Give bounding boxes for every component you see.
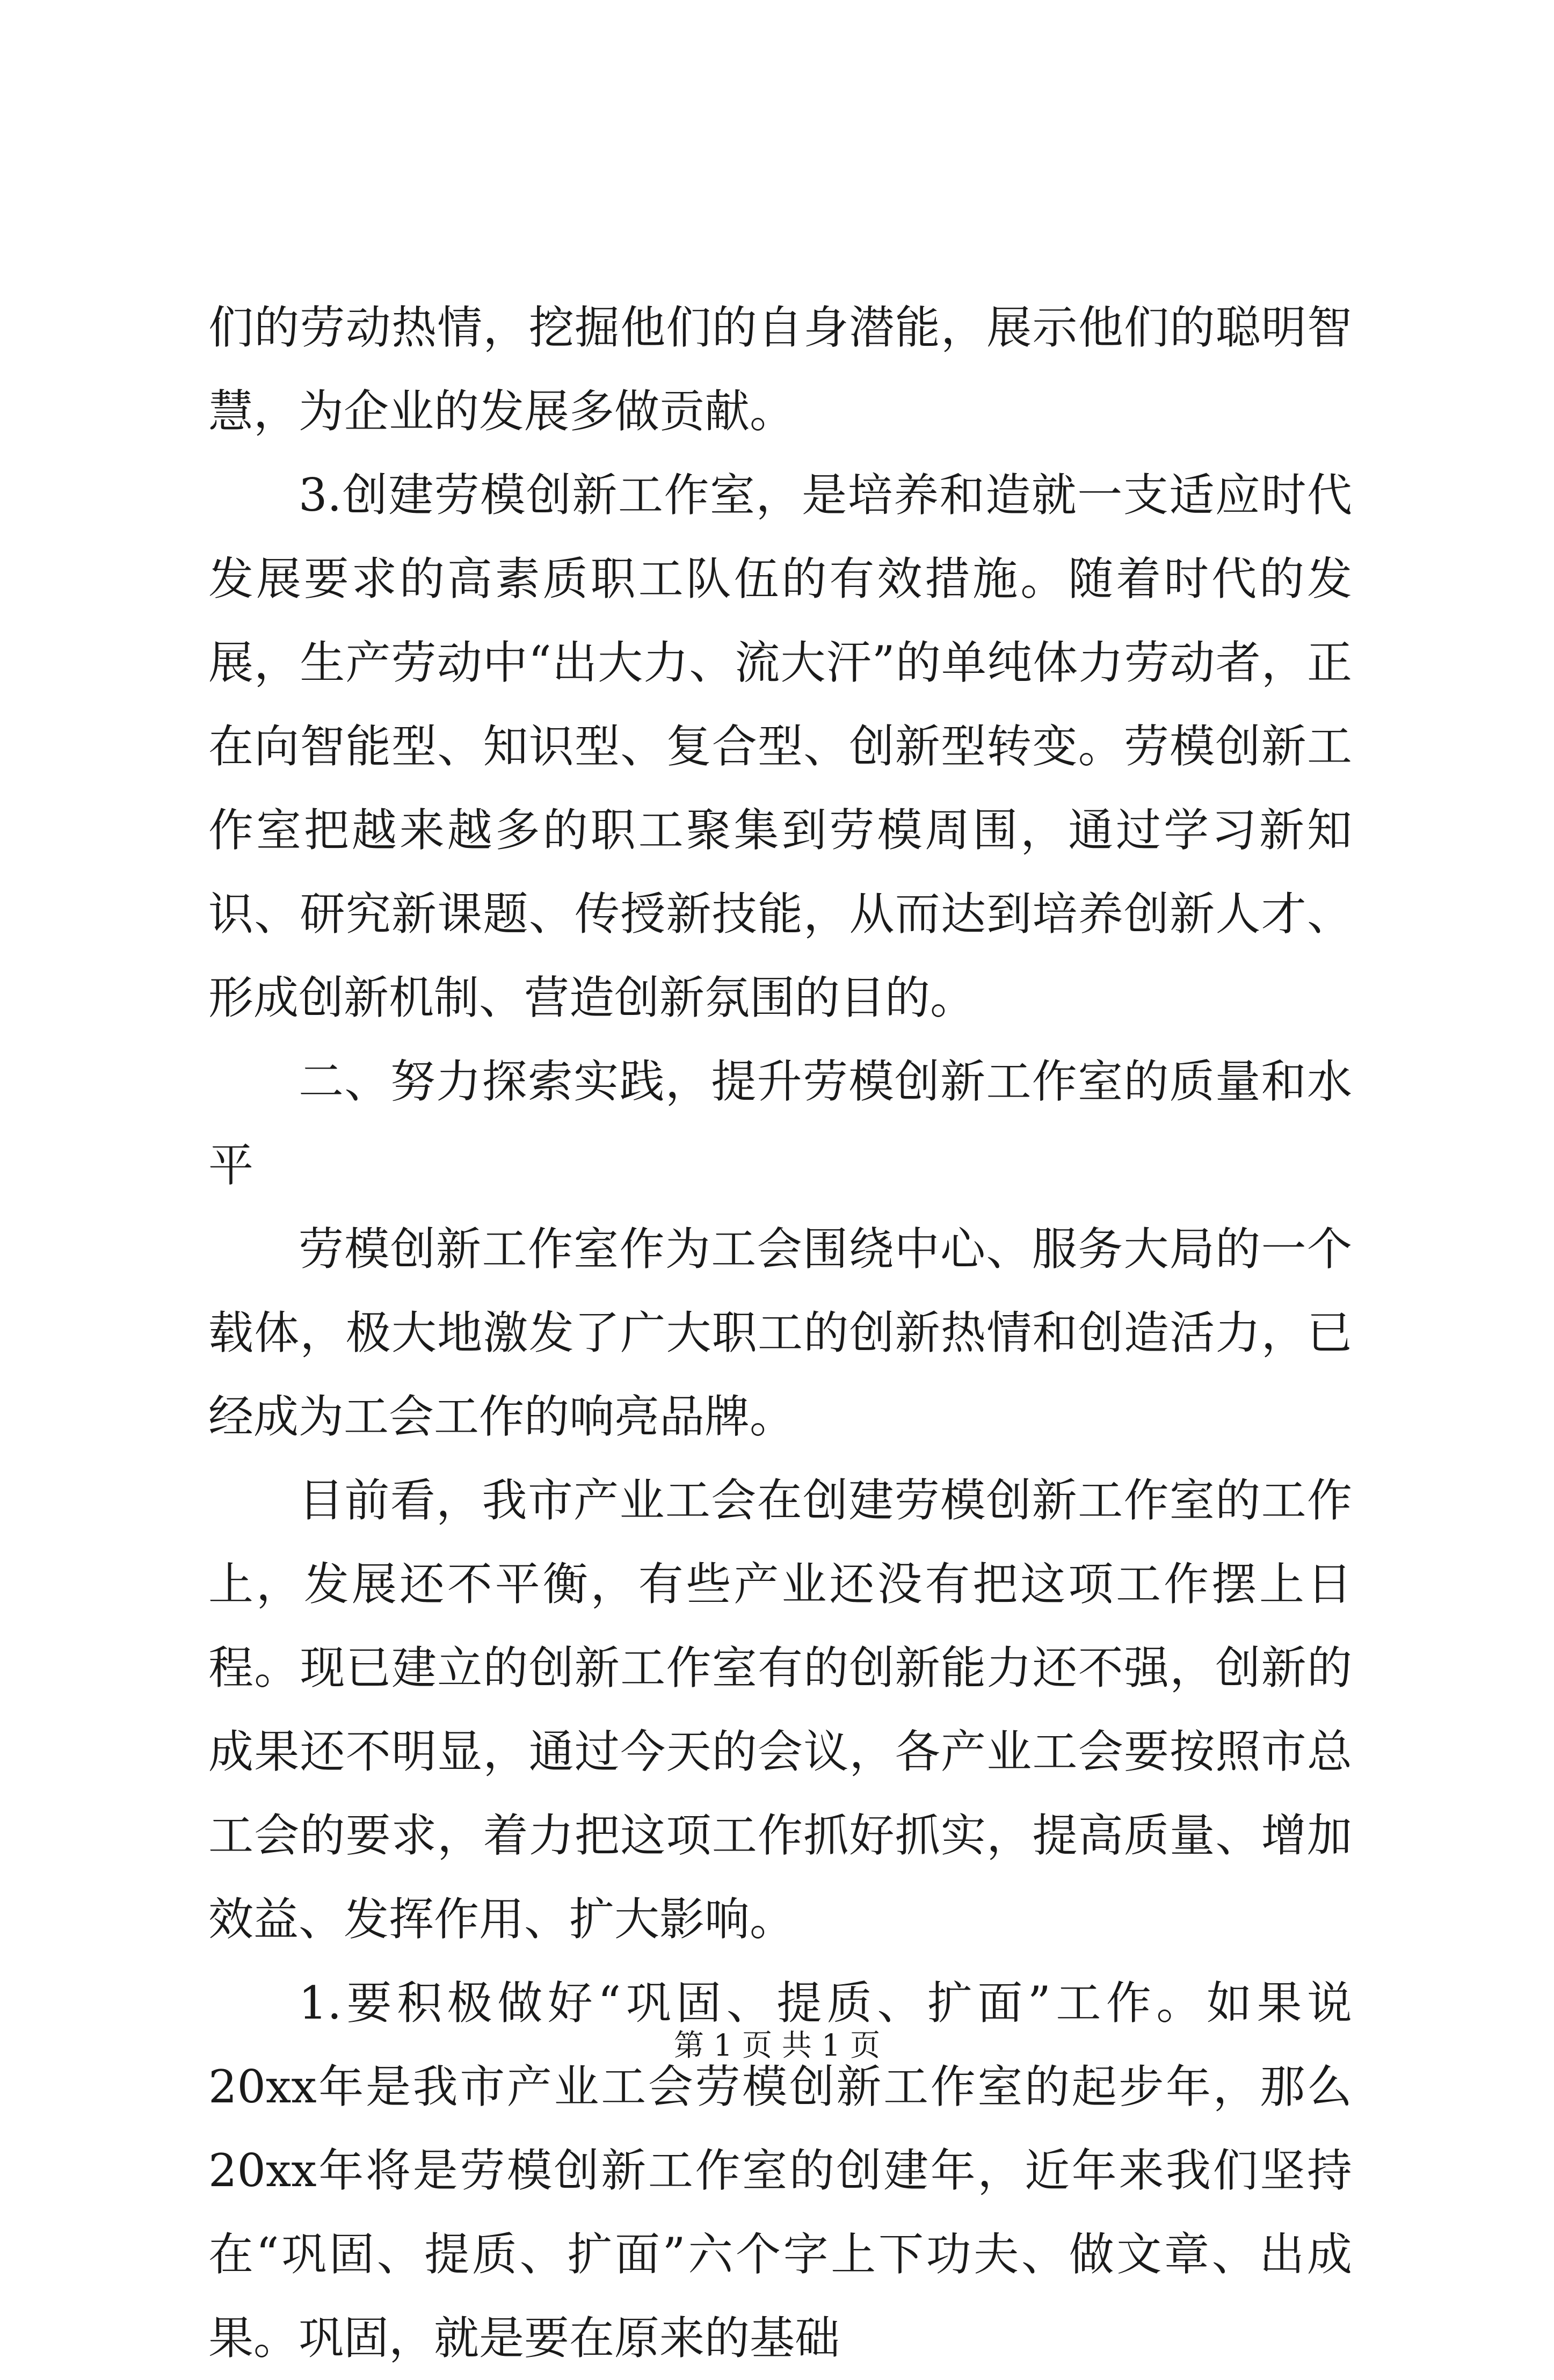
paragraph-2: 3.创建劳模创新工作室，是培养和造就一支适应时代发展要求的高素质职工队伍的有效措施。随着时代的发展，生产劳动中“出大力、流大汗”的单纯体力劳动者，正在向智能型、知识型、复合型、创新型转变。劳模创新工作室把越来越多的职工聚集到劳模周围，通过学习新知识、研究新课题、传授新技能，从而达到培养创新人才、形成创新机制、营造创新氛围的目的。 bbox=[208, 469, 1352, 1024]
section-heading: 二、努力探索实践，提升劳模创新工作室的质量和水平 bbox=[208, 1055, 1352, 1192]
paragraph-4: 劳模创新工作室作为工会围绕中心、服务大局的一个载体，极大地激发了广大职工的创新热情和创造活力，已经成为工会工作的响亮品牌。 bbox=[208, 1223, 1352, 1443]
paragraph-1: 们的劳动热情，挖掘他们的自身潜能，展示他们的聪明智慧，为企业的发展多做贡献。 bbox=[208, 301, 1352, 438]
paragraph-5: 目前看，我市产业工会在创建劳模创新工作室的工作上，发展还不平衡，有些产业还没有把这项工作摆上日程。现已建立的创新工作室有的创新能力还不强，创新的成果还不明显，通过今天的会议，各产业工会要按照市总工会的要求，着力把这项工作抓好抓实，提高质量、增加效益、发挥作用、扩大影响。 bbox=[208, 1474, 1352, 1946]
page-footer bbox=[0, 2027, 1554, 2065]
paragraph-6: 1.要积极做好“巩固、提质、扩面”工作。如果说20xx年是我市产业工会劳模创新工作室的起步年，那么20xx年将是劳模创新工作室的创建年，近年来我们坚持在“巩固、提质、扩面”六个字上下功夫、做文章、出成果。巩固，就是要在原来的基础 bbox=[208, 1977, 1352, 2364]
page-number-label: 第 1 页 共 1 页 bbox=[673, 2028, 881, 2063]
document-body bbox=[208, 286, 1352, 2380]
